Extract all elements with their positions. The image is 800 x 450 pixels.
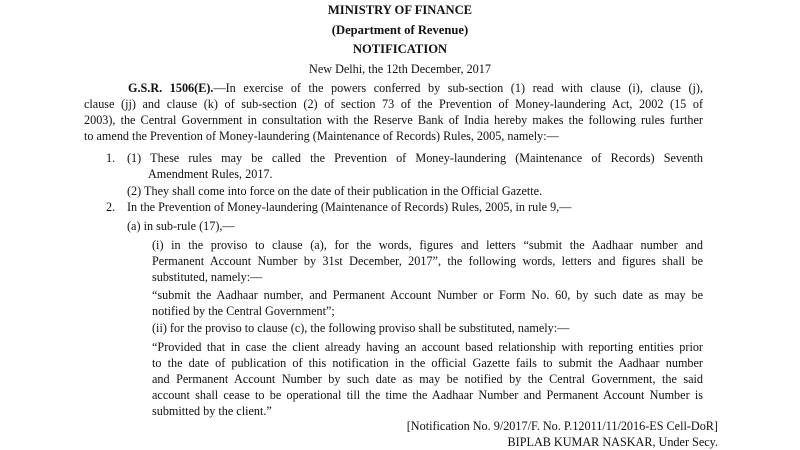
signatory: BIPLAB KUMAR NASKAR, Under Secy. [507, 435, 718, 449]
rule-2-number: 2. [106, 200, 116, 214]
rule-1-sub-2: (2) They shall come into force on the date of their publication in the Official Gazette. [127, 184, 543, 198]
gsr-number: G.S.R. 1506(E). [128, 81, 214, 95]
rule-2-intro: In the Prevention of Money-laundering (Maintenance of Records) Rules, 2005, in rule 9,— [127, 200, 572, 214]
preamble-line-1: G.S.R. 1506(E).—In exercise of the powers conferred by sub-section (1) read with clause (i), clause (j), [128, 81, 704, 95]
item-i-line-1: (i) in the proviso to clause (a), for the words, figures and letters “submit the Aadhaar number and [152, 238, 703, 252]
preamble-line-3: 2003), the Central Government in consultation with the Reserve Bank of India hereby makes the following rules further [84, 113, 703, 127]
preamble-line-2: clause (jj) and clause (k) of sub-section (2) of section 73 of the Prevention of Money-laundering Act, 2002 (15 of [84, 97, 703, 111]
rule-1-sub-1-line-1: (1) These rules may be called the Prevention of Money-laundering (Maintenance of Records) Seventh [127, 151, 703, 165]
item-i-line-3: substituted, namely:— [152, 270, 263, 284]
quote-2-line-1: “Provided that in case the client already having an account based relationship with reporting entities prior [152, 340, 703, 354]
clause-a: (a) in sub-rule (17),— [127, 219, 235, 233]
quote-2-line-2: to the date of publication of this notification in the official Gazette fails to submit the Aadhaar number [152, 356, 703, 370]
rule-1-sub-1-line-2: Amendment Rules, 2017. [148, 167, 273, 181]
quote-2-line-4: account shall cease to be operational till the time the Aadhaar Number and Permanent Account Number is [152, 388, 703, 402]
quote-1-line-2: notified by the Central Government”; [152, 304, 335, 318]
place-date: New Delhi, the 12th December, 2017 [309, 62, 491, 76]
item-ii: (ii) for the proviso to clause (c), the following proviso shall be substituted, namely:— [152, 321, 570, 335]
notification-heading: NOTIFICATION [352, 42, 448, 56]
item-i-line-2: Permanent Account Number by 31st December, 2017”, the following words, letters and figures shall be [152, 254, 703, 268]
quote-1-line-1: “submit the Aadhaar number, and Permanent Account Number or Form No. 60, by such date as may be [152, 288, 703, 302]
ministry-heading: MINISTRY OF FINANCE [327, 3, 473, 17]
department-heading: (Department of Revenue) [331, 23, 469, 37]
quote-2-line-3: and Permanent Account Number by such date as may be notified by the Central Government, the said [152, 372, 703, 386]
notification-number: [Notification No. 9/2017/F. No. P.12011/11/2016-ES Cell-DoR] [406, 419, 718, 433]
rule-1-number: 1. [106, 151, 116, 165]
quote-2-line-5: submitted by the client.” [152, 404, 272, 418]
preamble-line-4: to amend the Prevention of Money-laundering (Maintenance of Records) Rules, 2005, namely:— [84, 129, 559, 143]
